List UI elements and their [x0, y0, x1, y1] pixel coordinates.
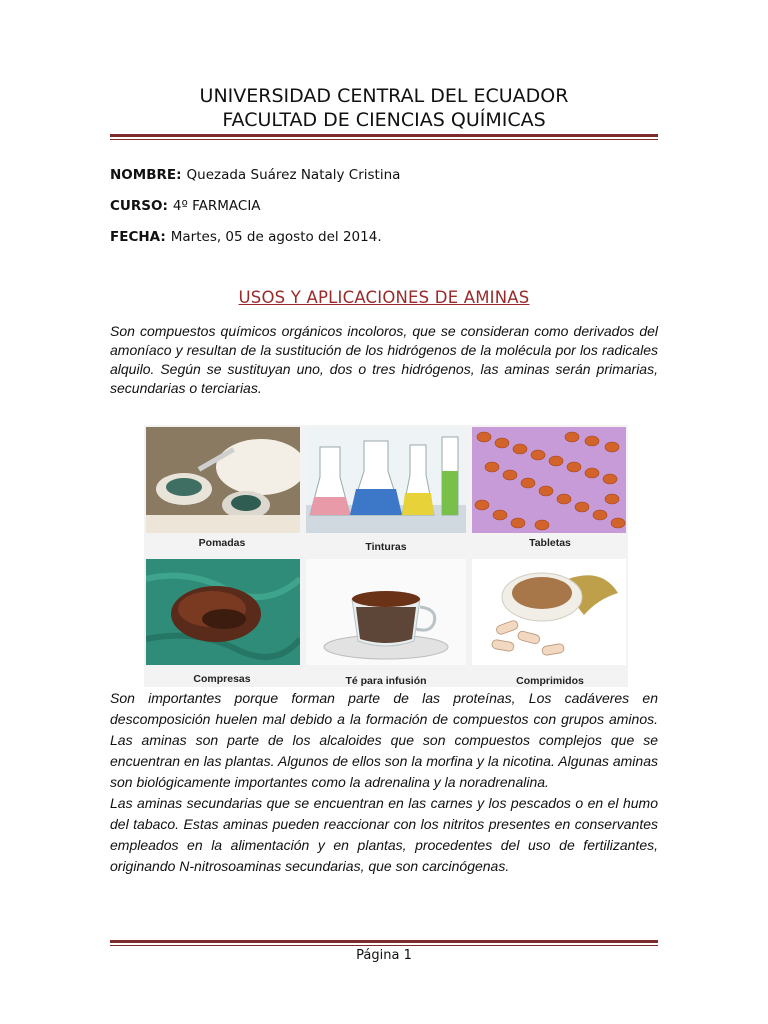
tinturas-caption: Tinturas [365, 541, 407, 553]
university-name: UNIVERSIDAD CENTRAL DEL ECUADOR [199, 85, 569, 107]
tinturas-image [306, 427, 466, 533]
intro-paragraph: Son compuestos químicos orgánicos incoloros, que se consideran como derivados del amoníaco y resultan de la sustitución de los hidrógenos de la molécula por los radicales alquilo. Según se sustituyan uno, dos o tres hidrógenos, las aminas serán primarias, secundarias o terciarias. [110, 323, 658, 396]
fecha-label: FECHA: [110, 229, 166, 245]
te-para-infusion-image [306, 559, 466, 665]
curso-field [110, 197, 261, 215]
nombre-field [110, 166, 400, 184]
comprimidos-image [472, 559, 626, 665]
pomadas-image [146, 427, 300, 533]
footer-rule [110, 940, 658, 946]
curso-value: 4º FARMACIA [172, 198, 261, 214]
page-number: Página 1 [356, 948, 412, 963]
body-paragraph-part1: Son importantes porque forman parte de las proteínas, Los cadáveres en descomposición huelen mal debido a la formación de compuestos con grupos aminos. Las aminas son parte de los alcaloides que son compuestos complejos que se encuentran en las plantas. Algunos de ellos son la morfina y la nicotina. Algunas aminas son biológicamente importantes como la adrenalina y la noradrenalina. [110, 690, 658, 790]
amines-uses-collage [144, 425, 628, 687]
nombre-label: NOMBRE: [110, 167, 182, 183]
compresas-caption: Compresas [193, 673, 251, 685]
curso-label: CURSO: [110, 198, 168, 214]
document-header [110, 84, 658, 132]
pomadas-caption: Pomadas [198, 537, 246, 549]
body-paragraph [110, 688, 658, 877]
fecha-value: Martes, 05 de agosto del 2014. [170, 229, 382, 245]
body-paragraph-part2: Las aminas secundarias que se encuentran en las carnes y los pescados o en el humo del tabaco. Estas aminas pueden reaccionar con los nitritos presentes en conservantes empleados en la alimentación y en plantas, procedentes del uso de fertilizantes, originando N-nitrosoaminas secundarias, que son carcinógenas. [110, 795, 658, 874]
nombre-value: Quezada Suárez Nataly Cristina [186, 167, 401, 183]
header-rule [110, 134, 658, 140]
te-para-infusion-caption: Té para infusión [345, 675, 427, 687]
tabletas-caption: Tabletas [529, 537, 571, 549]
compresas-image [146, 559, 300, 665]
faculty-name: FACULTAD DE CIENCIAS QUÍMICAS [222, 109, 546, 131]
comprimidos-caption: Comprimidos [516, 675, 584, 687]
section-title: USOS Y APLICACIONES DE AMINAS [238, 288, 530, 307]
tabletas-image [472, 427, 626, 533]
fecha-field [110, 228, 382, 246]
